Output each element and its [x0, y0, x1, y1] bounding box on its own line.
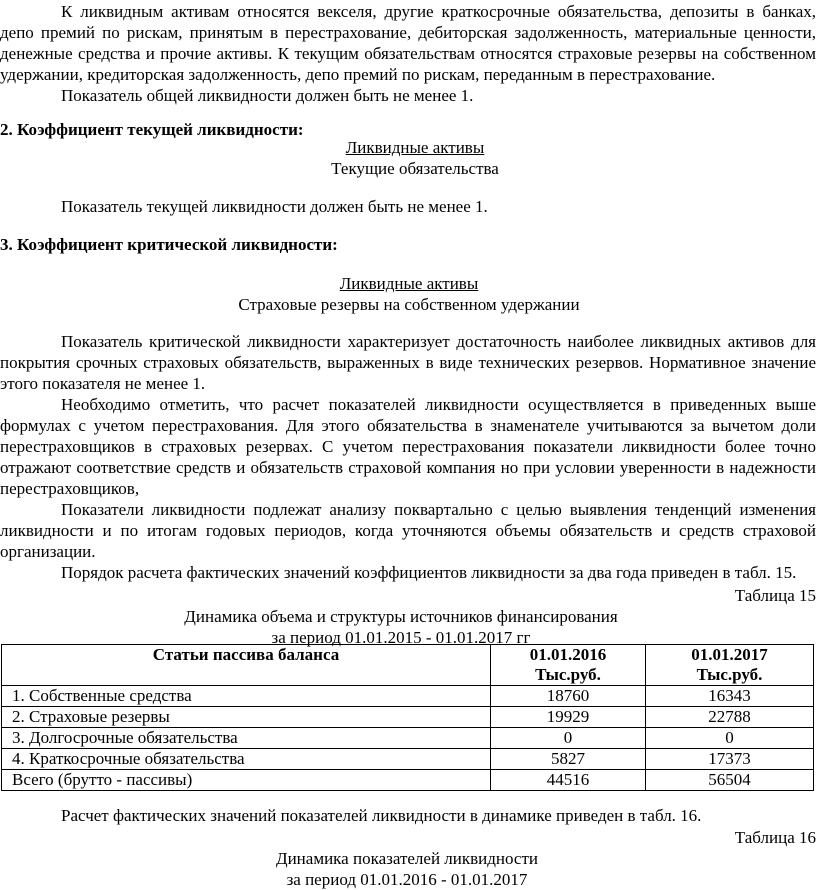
header-2017 — [646, 645, 814, 686]
paragraph-quarterly-analysis: Показатели ликвидности подлежат анализу поквартально с целью выявления тенденций изменения ликвидности и по итогам годовых периодов, когда уточняются объемы обязательств и средств страховой организации. — [0, 500, 816, 561]
formula-numerator: Ликвидные активы — [339, 274, 479, 293]
current-liquidity-norm — [0, 196, 816, 217]
paragraph-table-16-ref: Расчет фактических значений показателей ликвидности в динамике приведен в табл. 16. — [61, 806, 702, 825]
row-value-2017: 22788 — [646, 707, 814, 728]
table-header-row — [2, 645, 814, 686]
paragraph-table-15-ref: Порядок расчета фактических значений коэффициентов ликвидности за два года приведен в табл. 15. — [61, 563, 797, 582]
table-15-period: за период 01.01.2015 - 01.01.2017 гг — [271, 628, 531, 647]
formula-denominator: Текущие обязательства — [331, 159, 499, 178]
header-2017-date: 01.01.2017 — [691, 645, 768, 664]
header-2017-unit: Тыс.руб. — [696, 665, 763, 684]
formula-current-liquidity — [0, 137, 816, 179]
table-15 — [1, 644, 814, 791]
header-2016-unit: Тыс.руб. — [535, 665, 601, 684]
row-label: 1. Собственные средства — [2, 686, 491, 707]
row-value-2016: 44516 — [491, 770, 646, 791]
row-value-2017: 17373 — [646, 749, 814, 770]
paragraph-current-liquidity: Показатель текущей ликвидности должен быть не менее 1. — [61, 197, 488, 216]
body-text — [0, 331, 816, 583]
formula-denominator: Страховые резервы на собственном удержании — [238, 295, 580, 314]
table-15-label: Таблица 15 — [734, 586, 816, 605]
row-value-2016: 18760 — [491, 686, 646, 707]
heading-critical-liquidity: 3. Коэффициент критической ликвидности: — [0, 235, 338, 254]
header-balance-items: Статьи пассива баланса — [2, 645, 491, 686]
section-critical-liquidity — [0, 234, 816, 255]
table-15-title: Динамика объема и структуры источников финансирования — [184, 607, 618, 626]
row-label: 3. Долгосрочные обязательства — [2, 728, 491, 749]
paragraph-critical-liquidity: Показатель критической ликвидности характеризует достаточность наиболее ликвидных активов для покрытия срочных страховых обязательств, выраженных в виде технических резервов. Нормативное значение этого показателя не менее 1. — [0, 332, 816, 393]
header-2016-date: 01.01.2016 — [529, 645, 607, 664]
row-label: Всего (брутто - пассивы) — [2, 770, 491, 791]
row-value-2016: 0 — [491, 728, 646, 749]
row-value-2017: 0 — [646, 728, 814, 749]
table-row — [2, 686, 814, 707]
table-row — [2, 707, 814, 728]
row-value-2016: 5827 — [491, 749, 646, 770]
row-value-2016: 19929 — [491, 707, 646, 728]
row-label: 2. Страховые резервы — [2, 707, 491, 728]
formula-numerator: Ликвидные активы — [345, 138, 485, 157]
paragraph-liquid-assets: К ликвидным активам относятся векселя, другие краткосрочные обязательства, депозиты в банках, депо премий по рискам, принятым в перестрахование, дебиторская задолженность, материальные ценности, денежные средства и прочие активы. К текущим обязательствам относятся страховые резервы на собственном удержании, кредиторская задолженность, депо премий по рискам, переданным в перестрахование. — [0, 2, 816, 84]
paragraph-reinsurance: Необходимо отметить, что расчет показателей ликвидности осуществляется в приведенных выше формулах с учетом перестрахования. Для этого обязательства в знаменателе учитываются за вычетом доли перестраховщиков в страховых резервах. С учетом перестрахования показатели ликвидности более точно отражают соответствие средств и обязательств страховой компания но при условии уверенности в надежности перестраховщиков, — [0, 395, 816, 498]
paragraph-general-liquidity: Показатель общей ликвидности должен быть не менее 1. — [61, 86, 474, 105]
row-label: 4. Краткосрочные обязательства — [2, 749, 491, 770]
intro-block — [0, 1, 816, 106]
table-16-label: Таблица 16 — [734, 828, 816, 847]
header-2016 — [491, 645, 646, 686]
table-row — [2, 770, 814, 791]
table-16-title: Динамика показателей ликвидности — [275, 849, 538, 868]
row-value-2017: 16343 — [646, 686, 814, 707]
after-table — [0, 805, 816, 826]
table-16-period: за период 01.01.2016 - 01.01.2017 — [286, 870, 528, 889]
heading-current-liquidity: 2. Коэффициент текущей ликвидности: — [0, 120, 304, 139]
table-row — [2, 728, 814, 749]
formula-critical-liquidity — [0, 273, 816, 315]
row-value-2017: 56504 — [646, 770, 814, 791]
table-row — [2, 749, 814, 770]
table-15-caption — [0, 585, 816, 648]
table-16-caption — [0, 827, 816, 890]
